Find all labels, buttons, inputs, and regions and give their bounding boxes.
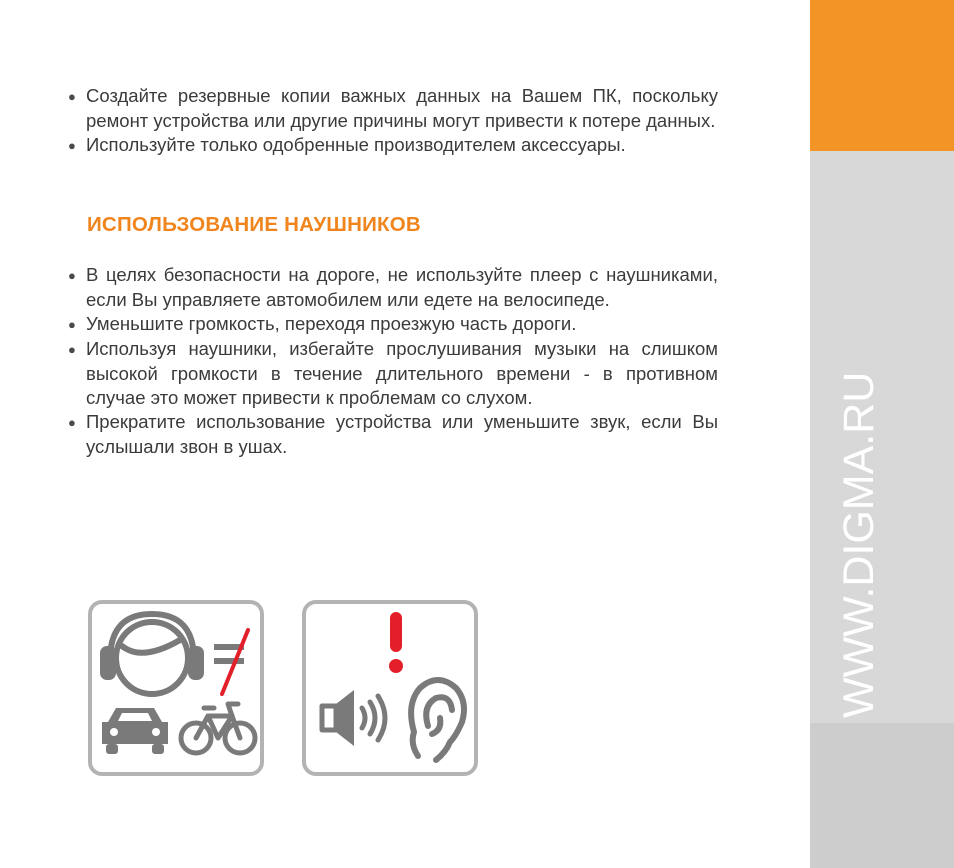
hearing-warning-graphic <box>306 604 474 772</box>
list-item: ● Создайте резервные копии важных данных на Вашем ПК, поскольку ремонт устройства или другие причины могут привести к потере данных. <box>68 85 718 131</box>
precautions-list <box>68 84 718 158</box>
section-heading: ИСПОЛЬЗОВАНИЕ НАУШНИКОВ <box>87 213 421 236</box>
list-item: ● Прекратите использование устройства или уменьшите звук, если Вы услышали звон в ушах. <box>68 411 718 457</box>
site-url: WWW.DIGMA.RU <box>835 371 883 718</box>
bullet-icon: ● <box>68 342 76 357</box>
sidebar-bottom-block <box>810 723 954 868</box>
headphones-not-while-driving-icon <box>88 600 264 776</box>
list-item: ● Используйте только одобренные производителем аксессуары. <box>68 133 718 158</box>
list-item: ● Используя наушники, избегайте прослушивания музыки на слишком высокой громкости в течение длительного времени - в противном случае это может привести к проблемам со слухом. <box>68 338 718 408</box>
headphones-driving-graphic <box>92 604 260 772</box>
list-item: ● В целях безопасности на дороге, не используйте плеер с наушниками, если Вы управляете автомобилем или едете на велосипеде. <box>68 264 718 310</box>
headphones-list <box>68 263 718 459</box>
bullet-icon: ● <box>68 415 76 430</box>
sidebar-accent-block <box>810 0 954 151</box>
bullet-icon: ● <box>68 268 76 283</box>
bullet-icon: ● <box>68 138 76 153</box>
list-item: ● Уменьшите громкость, переходя проезжую часть дороги. <box>68 312 718 337</box>
loud-sound-hearing-warning-icon <box>302 600 478 776</box>
bullet-icon: ● <box>68 89 76 104</box>
bullet-icon: ● <box>68 317 76 332</box>
